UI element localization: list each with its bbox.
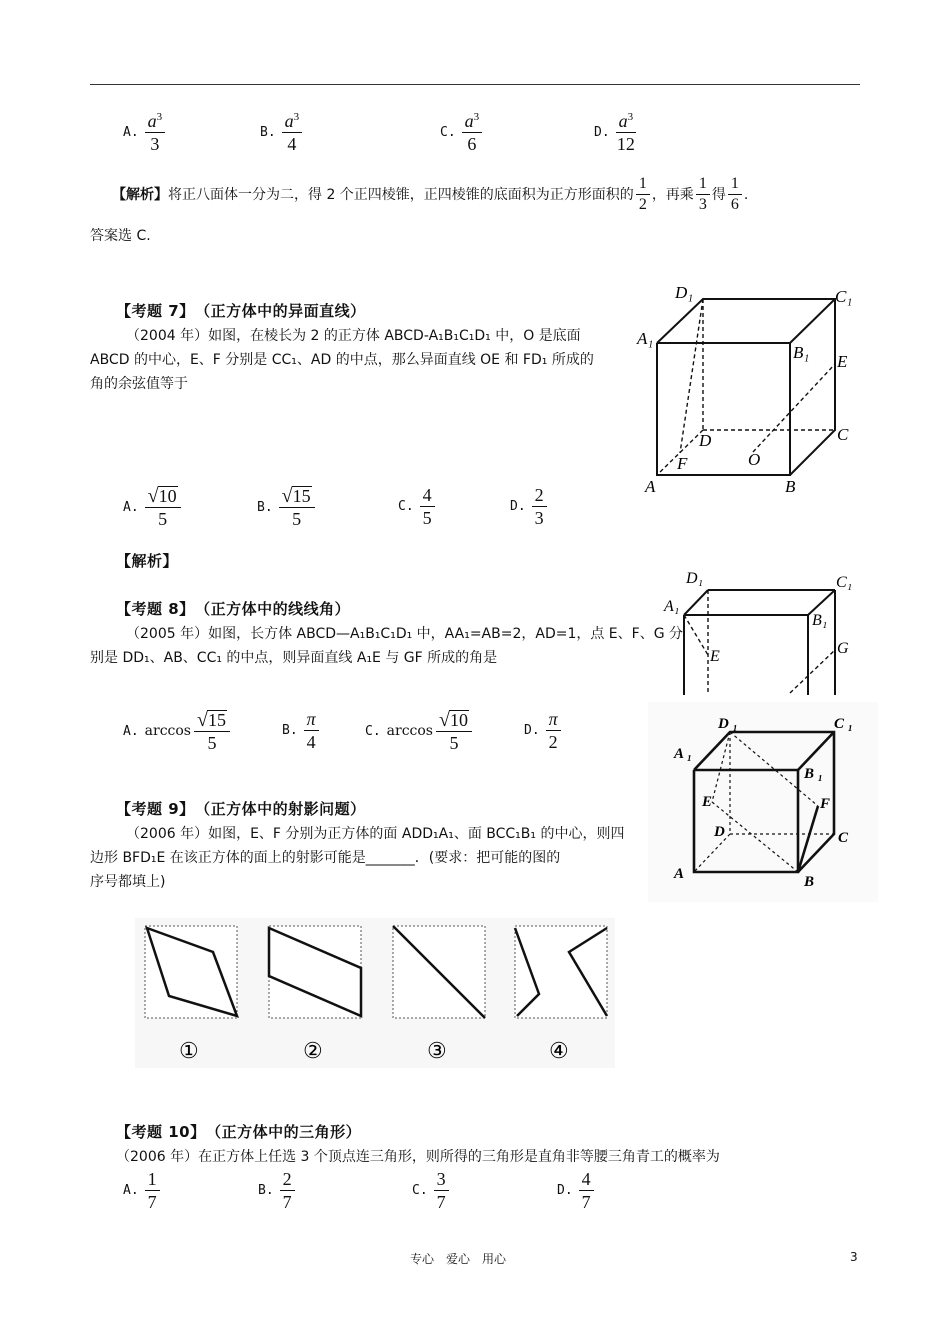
q6-option-b: B. $\frac{a^3}{4}$ — [260, 112, 302, 154]
label-D: D — [714, 824, 725, 840]
label-D: D — [699, 431, 712, 450]
q10-line1: （2006 年）在正方体上任选 3 个顶点连三角形，则所得的三角形是直角非等腰三角青工的概率为 — [116, 1149, 720, 1165]
q8-option-b: B. $\frac{\pi}{4}$ — [282, 710, 319, 752]
q10-option-d: D. $\frac{4}{7}$ — [557, 1170, 594, 1212]
footer-center: 专心 爱心 用心 — [410, 1252, 507, 1266]
q9-line2: 边形 BFD₁E 在该正方体的面上的射影可能是_______．(要求：把可能的图的 — [90, 850, 561, 866]
shape-4 — [515, 926, 607, 1018]
label-F: F — [677, 454, 688, 473]
q6-option-d: D. $\frac{a^3}{12}$ — [594, 111, 635, 154]
shape-1 — [145, 926, 237, 1018]
label-C1: C₁ — [835, 287, 853, 306]
q6-option-c: C. $\frac{a^3}{6}$ — [440, 112, 482, 154]
q6-solution: 【解析】 将正八面体一分为二，得 2 个正四棱锥，正四棱锥的底面积为正方形面积的 $\frac{1}{2}$ ，再乘 $\frac{1}{3}$ 得 $\frac{1}{6}$ . — [112, 175, 749, 213]
label-C: C — [837, 425, 849, 444]
q8-line2: 别是 DD₁、AB、CC₁ 的中点，则异面直线 A₁E 与 GF 所成的角是 — [90, 650, 498, 666]
q9-line1: （2006 年）如图，E、F 分别为正方体的面 ADD₁A₁、面 BCC₁B₁ 的中心，则四 — [126, 826, 625, 842]
shape-label-3: ③ — [427, 1038, 447, 1063]
q7-line1: （2004 年）如图，在棱长为 2 的正方体 ABCD-A₁B₁C₁D₁ 中，O 是底面 — [126, 328, 581, 344]
label-C1: C₁ — [836, 574, 853, 591]
q10-title: 【考题 10】 （正方体中的三角形） — [116, 1123, 362, 1141]
q7-line2: ABCD 的中心，E、F 分别是 CC₁、AD 的中点，那么异面直线 OE 和 FD₁ 所成的 — [90, 352, 594, 368]
q10-option-b: B. $\frac{2}{7}$ — [258, 1170, 295, 1212]
label-B1: B₁ — [812, 612, 828, 629]
label-C: C — [838, 830, 849, 846]
q7-cube-figure — [635, 280, 865, 495]
q7-solution-tag: 【解析】 — [116, 552, 179, 570]
q8-option-a: A. arccos √ 15 5 — [123, 710, 230, 753]
q8-line1: （2005 年）如图，长方体 ABCD—A₁B₁C₁D₁ 中，AA₁=AB=2，AD=1，点 E、F、G 分 — [126, 626, 684, 642]
q7-option-d: D. $\frac{2}{3}$ — [510, 486, 547, 528]
header-rule — [90, 84, 860, 85]
q9-line3: 序号都填上) — [90, 874, 166, 890]
label-D1: D ₁ — [718, 716, 738, 732]
label-B: B — [785, 477, 796, 495]
q9-projection-shapes — [135, 918, 615, 1068]
q7-line3: 角的余弦值等于 — [90, 376, 188, 392]
q7-option-b: B. √ 15 5 — [257, 486, 315, 529]
label-B: B — [804, 874, 815, 890]
label-O: O — [748, 450, 761, 469]
q8-option-c: C. arccos √ 10 5 — [365, 710, 472, 753]
q8-box-figure — [660, 565, 860, 695]
q7-option-a: A. √ 10 5 — [123, 486, 181, 529]
q10-option-a: A. $\frac{1}{7}$ — [123, 1170, 160, 1212]
label-E: E — [702, 794, 713, 810]
q7-option-c: C. $\frac{4}{5}$ — [398, 486, 435, 528]
label-E: E — [837, 352, 848, 371]
label-G: G — [837, 640, 849, 657]
label-E: E — [710, 648, 720, 665]
shape-label-4: ④ — [549, 1038, 569, 1063]
q6-answer: 答案选 C. — [90, 228, 151, 244]
q7-title: 【考题 7】 （正方体中的异面直线） — [116, 302, 366, 320]
q9-title: 【考题 9】 （正方体中的射影问题） — [116, 800, 366, 818]
label-A1: A₁ — [637, 329, 654, 348]
q8-option-d: D. $\frac{\pi}{2}$ — [524, 710, 561, 752]
q10-option-c: C. $\frac{3}{7}$ — [412, 1170, 449, 1212]
label-A: A — [645, 477, 656, 495]
q8-title: 【考题 8】 （正方体中的线线角） — [116, 600, 351, 618]
label-C1: C ₁ — [834, 716, 853, 732]
q9-cube-figure — [648, 702, 878, 902]
q6-option-a: A. $\frac{a^3}{3}$ — [123, 112, 165, 154]
shape-label-2: ② — [303, 1038, 323, 1063]
label-B1: B₁ — [793, 343, 810, 362]
label-B1: B ₁ — [804, 766, 823, 782]
label-F: F — [820, 796, 831, 812]
page-number: 3 — [850, 1250, 858, 1264]
shape-3 — [393, 926, 485, 1018]
label-A1: A₁ — [664, 598, 680, 615]
shape-2 — [269, 926, 361, 1018]
label-D1: D₁ — [675, 283, 694, 302]
label-A: A — [674, 866, 685, 882]
label-D1: D₁ — [686, 570, 704, 587]
shape-label-1: ① — [179, 1038, 199, 1063]
label-A1: A ₁ — [674, 746, 693, 762]
